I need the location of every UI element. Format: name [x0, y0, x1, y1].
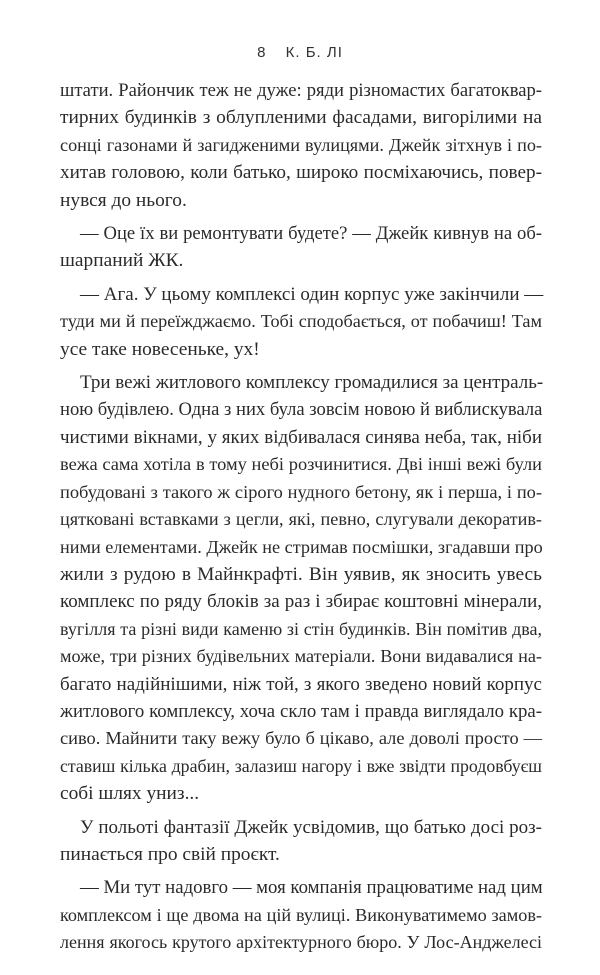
text-line: — Ага. У цьому комплексі один корпус уже закінчили —	[80, 283, 544, 305]
text-line: хитав головою, коли батько, широко посміхаючись, повер-	[60, 162, 542, 184]
text-line: ставиш кілька драбин, залазиш нагору і вже звідти продовбуєш	[60, 755, 542, 776]
text-line: житлового комплексу, хоча скло там і правда виглядало кра-	[60, 700, 542, 722]
text-line: чистими вікнами, у яких відбивалася синява неба, так, ніби	[60, 426, 542, 448]
text-line: — Ми тут надовго — моя компанія працюватиме над цим	[80, 877, 543, 899]
text-line: жили з рудою в Майнкрафті. Він уявив, як зносить увесь	[60, 563, 542, 585]
text-line: У польоті фантазії Джейк усвідомив, що батько досі роз-	[80, 816, 542, 838]
page-body	[60, 77, 542, 957]
text-line: лення якогось крутого архітектурного бюро. У Лос-Анджелесі	[60, 932, 542, 953]
text-line: вугілля та різні види каменю зі стін будинків. Він помітив два,	[60, 618, 542, 639]
paragraph	[60, 281, 542, 363]
author-name: К. Б. ЛІ	[285, 44, 343, 61]
text-line: багато надійнішими, ніж той, з якого зведено новий корпус	[60, 673, 542, 695]
text-line: тирних будинків з облупленими фасадами, вигорілими на	[60, 107, 542, 129]
text-line: сонці газонами й загидженими вулицями. Джейк зітхнув і по-	[60, 134, 542, 155]
text-line: усе таке новесеньке, ух!	[60, 338, 260, 360]
text-line: комплекс по ряду блоків за раз і збирає коштовні мінерали,	[60, 591, 542, 613]
text-line: Три вежі житлового комплексу громадилися за централь-	[80, 372, 544, 394]
paragraph	[60, 220, 542, 275]
paragraph	[60, 814, 542, 869]
text-line: побудовані з такого ж сірого нудного бетону, як і перша, і по-	[60, 481, 542, 502]
text-line: шарпаний ЖК.	[60, 250, 184, 272]
text-line: — Оце їх ви ремонтувати будете? — Джейк кивнув на об-	[80, 223, 542, 245]
text-line: сиво. Майнити таку вежу було б цікаво, але доволі просто —	[60, 728, 542, 749]
text-line: туди ми й переїжджаємо. Тобі сподобається, от побачиш! Там	[60, 311, 542, 332]
text-line: нувся до нього.	[60, 189, 187, 211]
paragraph	[60, 369, 542, 808]
text-line: цятковані вставками з цегли, які, певно, слугували декоратив-	[60, 509, 542, 530]
page-number: 8	[257, 44, 267, 61]
paragraph	[60, 874, 542, 956]
running-header	[0, 44, 600, 61]
text-line: вежа сама хотіла в тому небі розчинитися. Дві інші вежі були	[60, 454, 542, 475]
text-line: собі шлях униз...	[60, 783, 200, 805]
text-line: штати. Райончик теж не дуже: ряди різномастих багатоквар-	[60, 80, 542, 101]
text-line: комплексом і ще двома на цій вулиці. Виконуватимемо замов-	[60, 904, 542, 925]
paragraph	[60, 77, 542, 214]
text-line: пинається про свій проєкт.	[60, 843, 280, 865]
text-line: ними елементами. Джейк не стримав посмішки, згадавши про	[60, 536, 543, 557]
text-line: ною будівлею. Одна з них була зовсім новою й виблискувала	[60, 399, 543, 421]
text-line: може, три різних будівельних матеріали. Вони видавалися на-	[60, 646, 542, 667]
